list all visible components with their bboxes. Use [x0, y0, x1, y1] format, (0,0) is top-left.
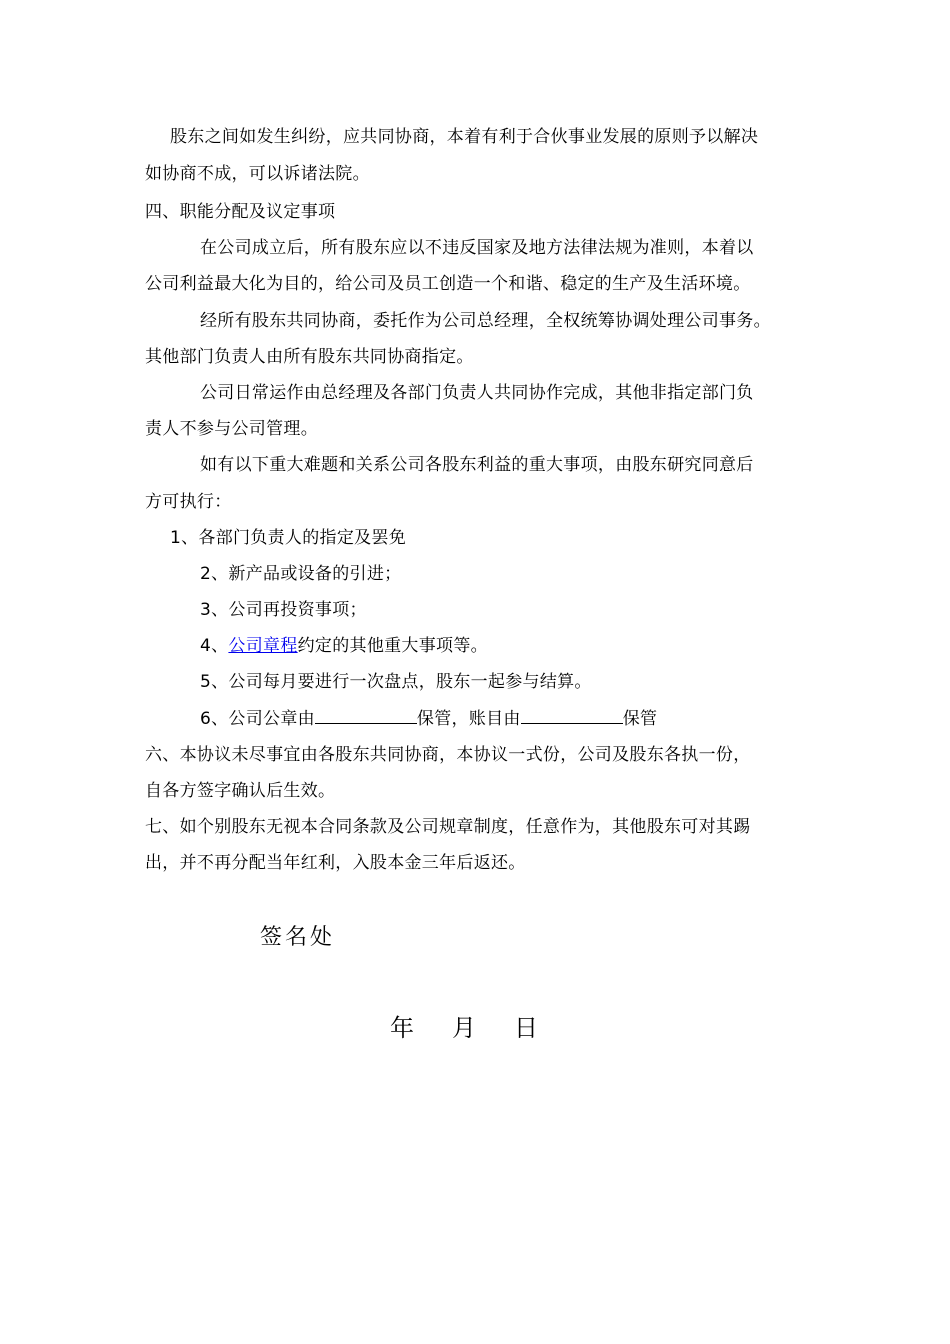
list-item-6-accounts-text: 保管，账目由	[416, 709, 521, 729]
signature-label: 签名处	[260, 925, 336, 950]
accounts-keeper-blank[interactable]	[521, 706, 623, 724]
company-charter-link[interactable]: 公司章程	[228, 636, 298, 656]
paragraph-manager-line1: 经所有股东共同协商，委托作为公司总经理，全权统筹协调处理公司事务。	[200, 311, 771, 331]
list-item-6-seal-text: 6、公司公章由	[200, 709, 315, 729]
list-item-3: 3、公司再投资事项；	[200, 600, 367, 620]
list-item-4-suffix: 约定的其他重大事项等。	[297, 636, 488, 656]
seal-keeper-blank[interactable]	[315, 706, 417, 724]
list-item-5: 5、公司每月要进行一次盘点，股东一起参与结算。	[200, 672, 592, 692]
paragraph-dispute-line2: 如协商不成，可以诉诸法院。	[145, 164, 370, 184]
section-7-line1: 七、如个别股东无视本合同条款及公司规章制度，任意作为，其他股东可对其踢	[145, 817, 751, 837]
list-item-4	[200, 634, 488, 658]
list-item-4-prefix: 4、	[200, 636, 229, 656]
list-item-6-end-text: 保管	[622, 709, 658, 729]
section-6-line1: 六、本协议未尽事宜由各股东共同协商，本协议一式份，公司及股东各执一份，	[145, 745, 751, 765]
paragraph-dispute-line1: 股东之间如发生纠纷，应共同协商，本着有利于合伙事业发展的原则予以解决	[170, 127, 759, 147]
list-item-1: 1、各部门负责人的指定及罢免	[170, 528, 407, 548]
paragraph-operation-line2: 责人不参与公司管理。	[145, 419, 318, 439]
date-year: 年	[390, 1014, 414, 1042]
list-item-2: 2、新产品或设备的引进；	[200, 564, 402, 584]
date-line	[0, 1008, 950, 1042]
paragraph-manager-line2: 其他部门负责人由所有股东共同协商指定。	[145, 347, 474, 367]
list-item-6	[200, 706, 657, 731]
paragraph-principle-line2: 公司利益最大化为目的，给公司及员工创造一个和谐、稳定的生产及生活环境。	[145, 274, 751, 294]
date-month: 月	[452, 1014, 476, 1042]
section-7-line2: 出，并不再分配当年红利，入股本金三年后返还。	[145, 853, 526, 873]
paragraph-matters-line2: 方可执行：	[145, 492, 232, 512]
paragraph-principle-line1: 在公司成立后，所有股东应以不违反国家及地方法律法规为准则，本着以	[200, 238, 754, 258]
paragraph-matters-line1: 如有以下重大难题和关系公司各股东利益的重大事项，由股东研究同意后	[200, 455, 754, 475]
section-heading-4: 四、职能分配及议定事项	[145, 202, 336, 222]
date-day: 日	[514, 1014, 538, 1042]
section-6-line2: 自各方签字确认后生效。	[145, 781, 336, 801]
paragraph-operation-line1: 公司日常运作由总经理及各部门负责人共同协作完成，其他非指定部门负	[200, 383, 754, 403]
